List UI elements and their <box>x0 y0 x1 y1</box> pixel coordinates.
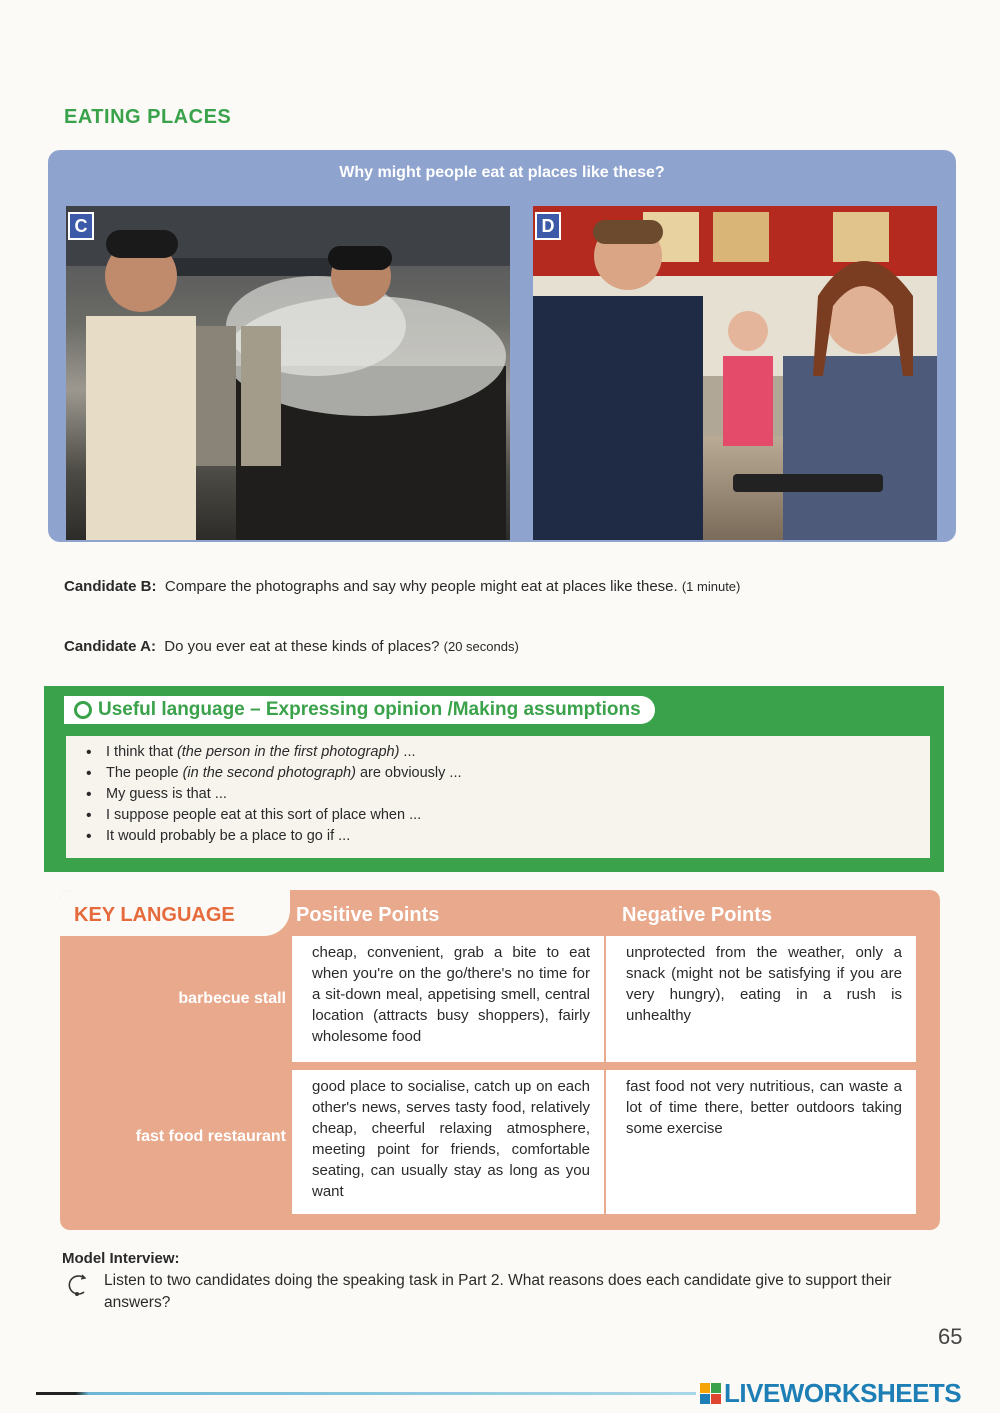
candidate-b-prompt <box>64 578 740 595</box>
photo-d-label: D <box>535 212 561 240</box>
photo-c-illustration <box>66 206 510 540</box>
candidate-a-time: (20 seconds) <box>443 639 519 654</box>
model-interview-title: Model Interview: <box>62 1250 180 1267</box>
row-label-fast-food-restaurant: fast food restaurant <box>135 1128 286 1145</box>
photo-d-illustration <box>533 206 937 540</box>
list-item: • The people (in the second photograph) are obviously ... <box>86 763 910 784</box>
list-item: • It would probably be a place to go if ... <box>86 826 910 847</box>
list-item: • I think that (the person in the first photograph) ... <box>86 742 910 763</box>
candidate-a-text: Do you ever eat at these kinds of places? <box>164 638 440 655</box>
useful-language-panel <box>44 686 944 872</box>
photo-d-fast-food-restaurant <box>533 206 937 540</box>
cell-fast-food-positive: good place to socialise, catch up on each other's news, serves tasty food, relatively cheap, cheerful relaxing atmosphere, meeting point for friends, comfortable seating, can usually stay as long as you want <box>292 1070 604 1214</box>
key-language-table <box>60 890 940 1230</box>
photo-question: Why might people eat at places like these? <box>339 164 665 181</box>
page-number: 65 <box>938 1324 963 1349</box>
photo-c-label: C <box>68 212 94 240</box>
key-language-title: KEY LANGUAGE <box>60 890 290 936</box>
section-title: EATING PLACES <box>64 106 232 128</box>
list-item: • I suppose people eat at this sort of place when ... <box>86 805 910 826</box>
useful-language-list <box>66 736 930 858</box>
footer-rule <box>36 1392 696 1395</box>
row-label-barbecue-stall: barbecue stall <box>178 990 286 1007</box>
positive-points-header: Positive Points <box>296 904 440 926</box>
photo-panel <box>48 150 956 542</box>
cell-fast-food-negative: fast food not very nutritious, can waste a lot of time there, better outdoors taking some exercise <box>606 1070 916 1214</box>
candidate-b-text: Compare the photographs and say why people might eat at places like these. <box>164 578 678 595</box>
model-interview-text: Listen to two candidates doing the speaking task in Part 2. What reasons does each candidate give to support their answers? <box>104 1272 892 1311</box>
candidate-b-label: Candidate B: <box>64 578 157 595</box>
candidate-a-label: Candidate A: <box>64 638 156 655</box>
negative-points-header: Negative Points <box>622 904 773 926</box>
list-item: • My guess is that ... <box>86 784 910 805</box>
cd-audio-icon[interactable] <box>66 1272 88 1298</box>
logo-squares-icon <box>700 1383 721 1404</box>
logo-text: LIVEWORKSHEETS <box>724 1377 962 1408</box>
candidate-b-time: (1 minute) <box>681 579 741 594</box>
liveworksheets-logo <box>700 1378 961 1408</box>
cell-barbecue-positive: cheap, convenient, grab a bite to eat when you're on the go/there's no time for a sit-down meal, appetising smell, central location (attracts busy shoppers), fairly wholesome food <box>292 936 604 1062</box>
photo-c-barbecue-stall <box>66 206 510 540</box>
candidate-a-prompt <box>64 638 519 655</box>
circle-icon <box>74 701 92 719</box>
cell-barbecue-negative: unprotected from the weather, only a snack (might not be satisfying if you are very hungry), eating in a rush is unhealthy <box>606 936 916 1062</box>
useful-language-tab <box>64 696 655 724</box>
useful-language-title: Useful language – Expressing opinion /Making assumptions <box>98 699 641 720</box>
